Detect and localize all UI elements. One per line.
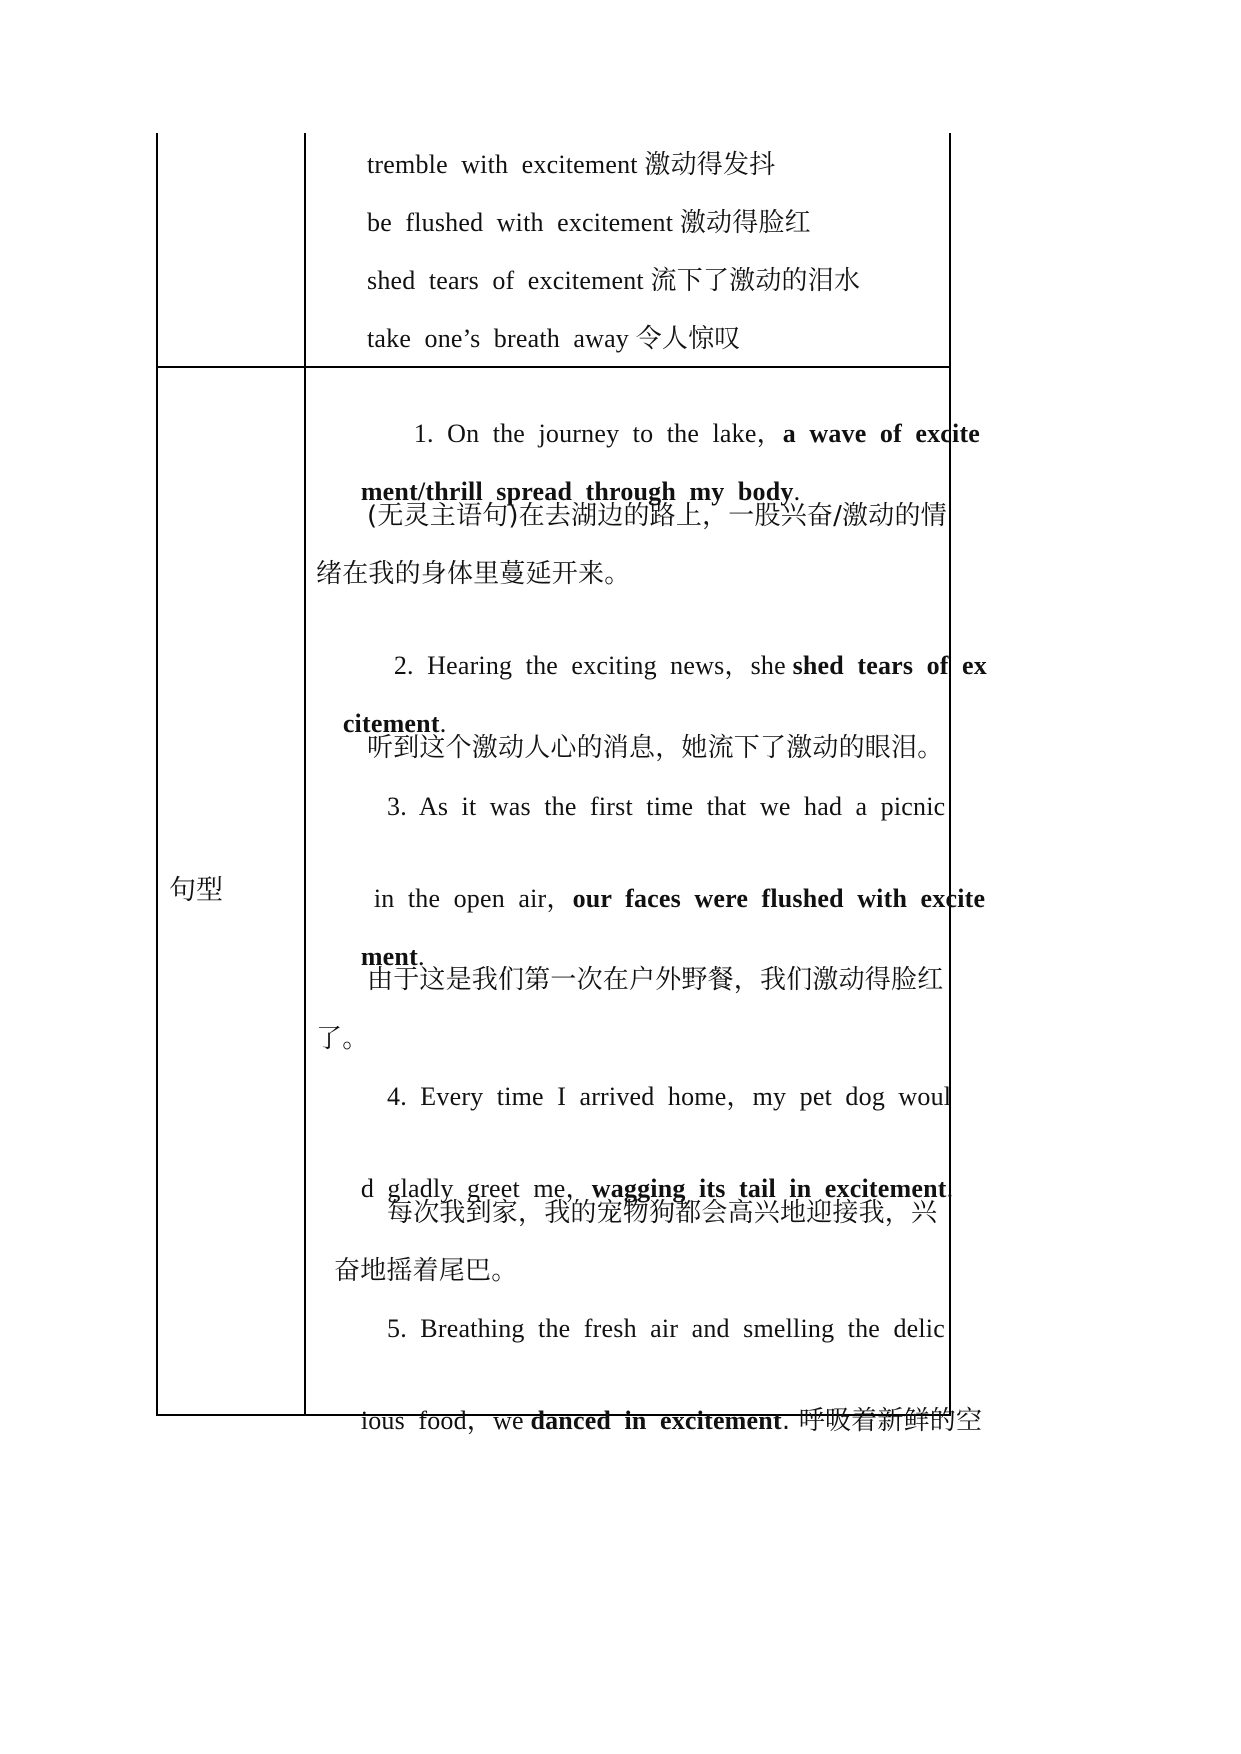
sentence-4-translation-1: 每次我到家，我的宠物狗都会高兴地迎接我，兴 xyxy=(387,1198,938,1228)
sentence-text: . xyxy=(946,1174,954,1203)
table-row-divider xyxy=(156,366,951,368)
sentence-text: . 呼吸着新鲜的空 xyxy=(781,1406,983,1436)
sentence-bold-text: ment/thrill spread through my body xyxy=(360,477,794,506)
sentence-3-translation-2: 了。 xyxy=(316,1024,369,1054)
phrase-line: be flushed with excitement 激动得脸红 xyxy=(367,208,811,237)
sentence-5-line-2 xyxy=(334,1370,982,1472)
sentence-bold-text: wagging its tail in excitement xyxy=(591,1174,947,1203)
sentence-bold-text: danced in excitement xyxy=(530,1406,782,1435)
phrase-line: take one’s breath away 令人惊叹 xyxy=(367,324,741,353)
sentence-text: . xyxy=(417,942,425,971)
sentence-bold-text: shed tears of ex xyxy=(792,651,987,680)
sentence-3-line-1: 3. As it was the first time that we had a picnic xyxy=(387,792,946,821)
section-label: 句型 xyxy=(169,875,223,906)
phrase-line: shed tears of excitement 流下了激动的泪水 xyxy=(367,266,861,295)
sentence-4-line-1: 4. Every time I arrived home，my pet dog woul xyxy=(387,1082,952,1111)
phrase-line: tremble with excitement 激动得发抖 xyxy=(367,150,776,179)
table-column-divider xyxy=(304,133,306,1416)
sentence-text: . xyxy=(439,709,447,738)
sentence-1-translation-2: 绪在我的身体里蔓延开来。 xyxy=(316,559,631,589)
sentence-bold-text: our faces were flushed with excite xyxy=(572,884,986,913)
sentence-5-line-1: 5. Breathing the fresh air and smelling the delic xyxy=(387,1314,945,1343)
sentence-text: 1. On the journey to the lake， xyxy=(413,419,783,448)
sentence-2-line-1 xyxy=(367,615,987,717)
sentence-text: in the open air， xyxy=(373,884,573,913)
table-left-border xyxy=(156,133,158,1416)
sentence-text: d gladly greet me， xyxy=(360,1174,592,1203)
sentence-1-translation-1: (无灵主语句)在去湖边的路上，一股兴奋/激动的情 xyxy=(367,501,947,531)
sentence-bold-text: citement xyxy=(342,709,440,738)
sentence-3-line-2 xyxy=(347,848,985,950)
sentence-2-translation-1: 听到这个激动人心的消息，她流下了激动的眼泪。 xyxy=(367,733,944,763)
sentence-4-translation-2: 奋地摇着尾巴。 xyxy=(334,1256,518,1286)
sentence-bold-text: ment xyxy=(360,942,418,971)
sentence-3-translation-1: 由于这是我们第一次在户外野餐，我们激动得脸红 xyxy=(367,965,944,995)
sentence-text: . xyxy=(793,477,801,506)
sentence-text: 2. Hearing the exciting news，she xyxy=(393,651,793,680)
sentence-bold-text: a wave of excite xyxy=(782,419,981,448)
sentence-text: ious food，we xyxy=(360,1406,531,1435)
